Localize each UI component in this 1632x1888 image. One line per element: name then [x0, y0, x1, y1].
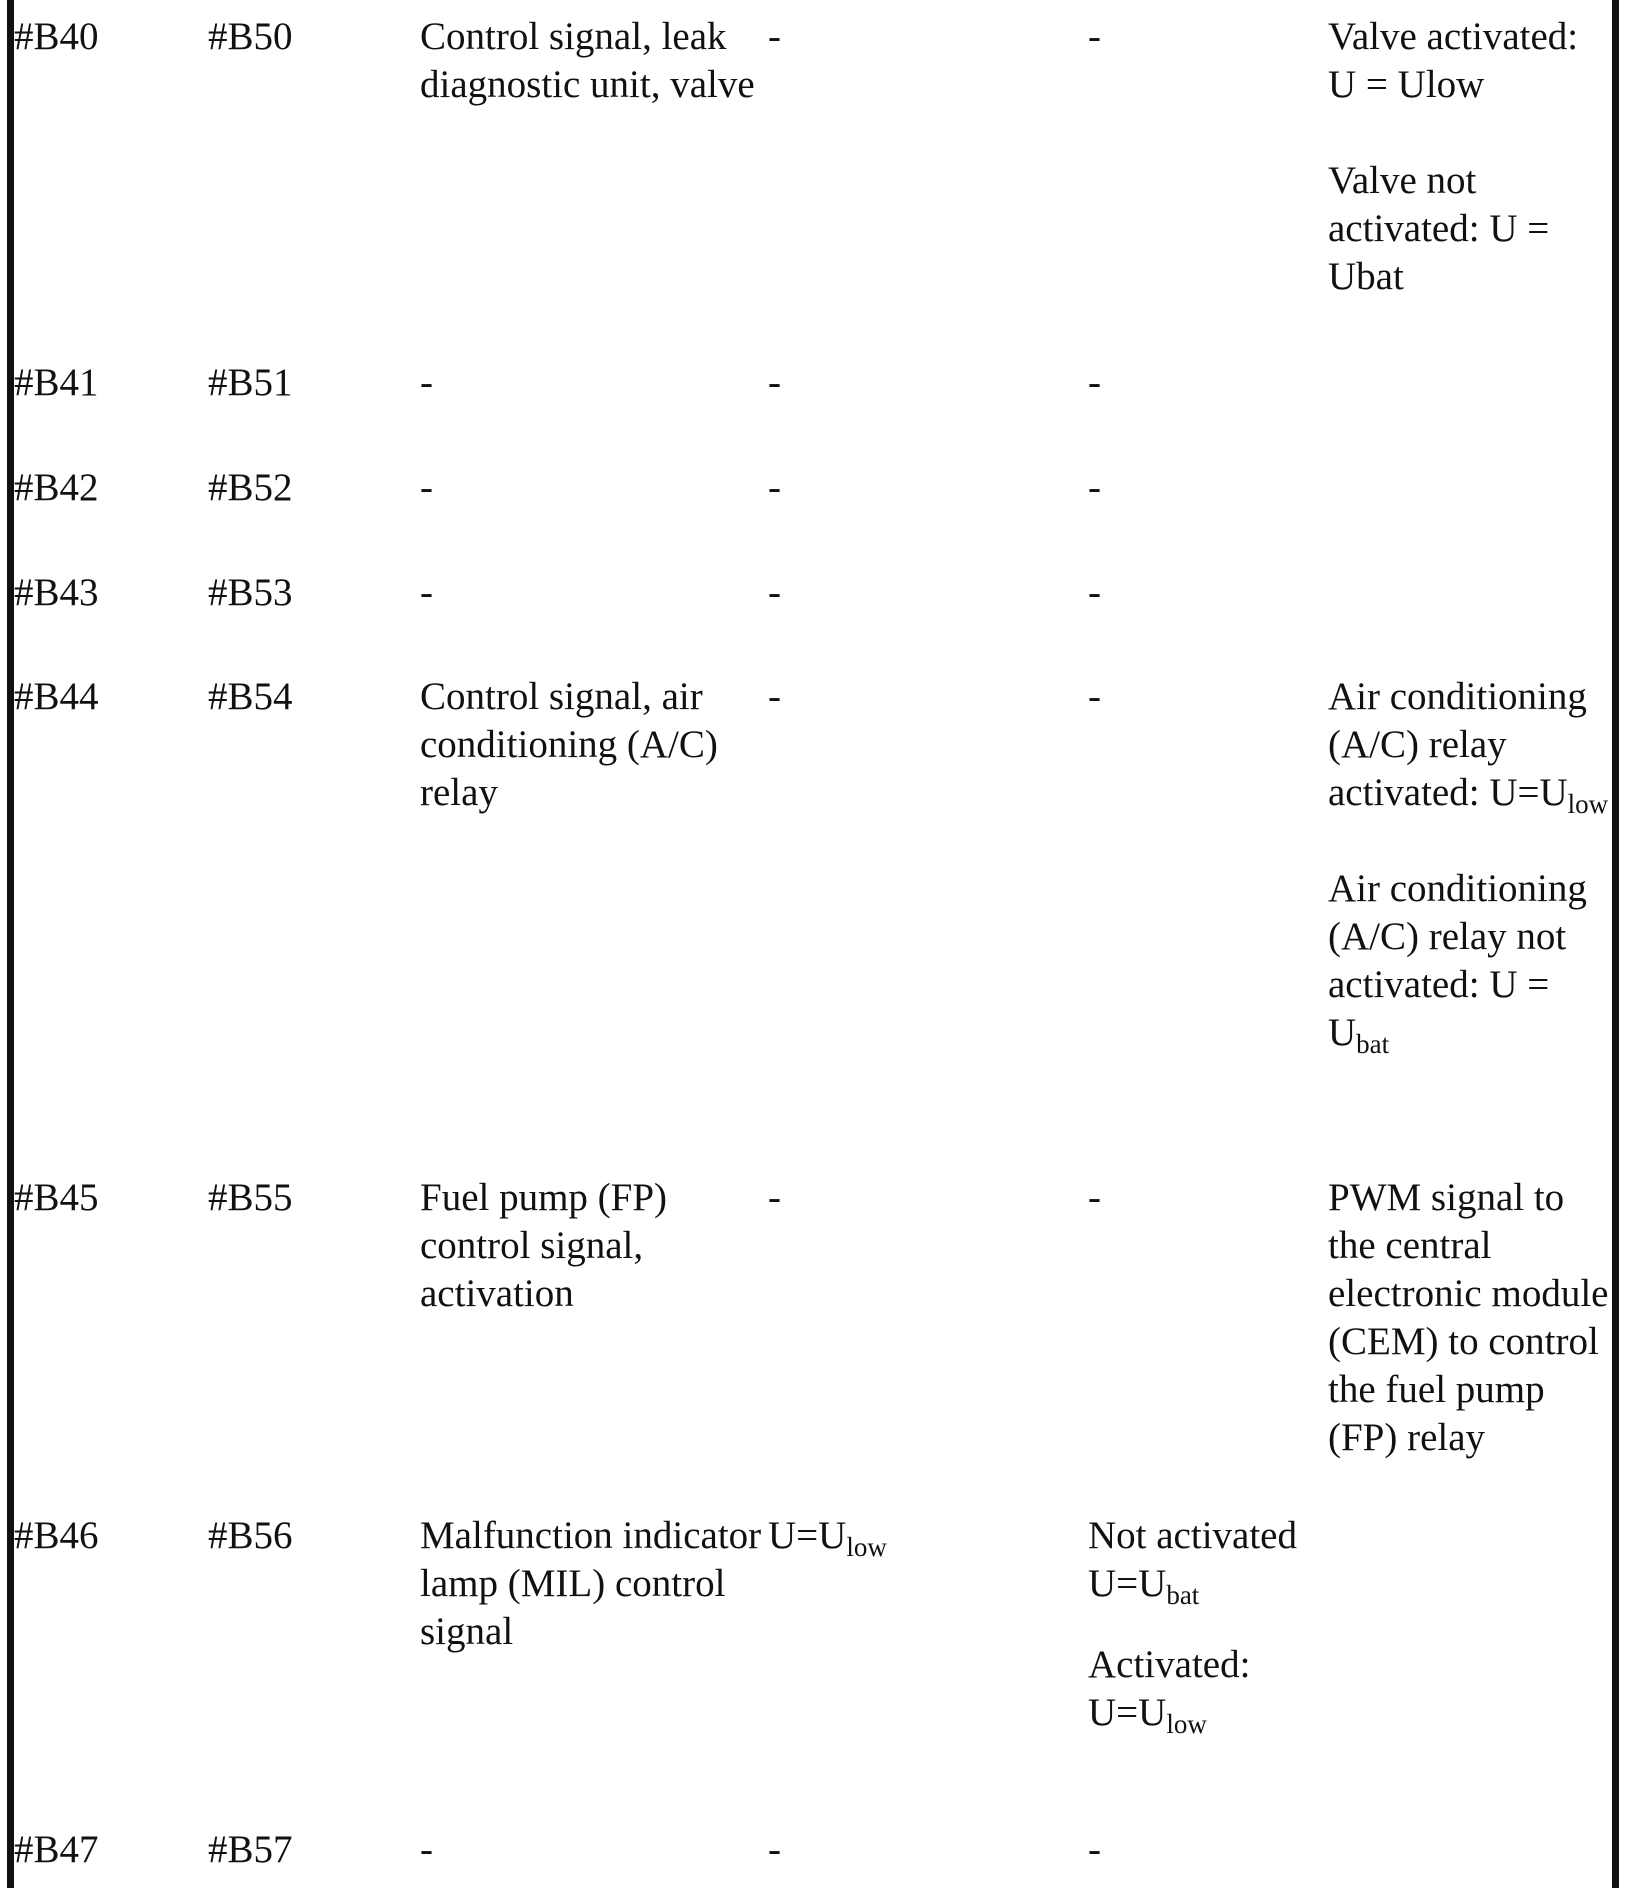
pin-number-cell: #B44	[14, 675, 99, 718]
value-text: U=U	[768, 1514, 847, 1557]
value-cell: -	[768, 675, 781, 718]
value-cell: -	[768, 466, 781, 509]
value-text: U=U	[1088, 1691, 1167, 1734]
value-cell: -	[1088, 675, 1101, 718]
description-cell: Control signal, leak diagnostic unit, valve	[420, 15, 755, 106]
description-cell: Control signal, air conditioning (A/C) relay	[420, 675, 718, 814]
subscript: bat	[1166, 1580, 1200, 1610]
pin-number-cell: #B41	[14, 361, 99, 404]
value-cell: -	[768, 571, 781, 614]
pin-number-alt-cell: #B51	[208, 361, 293, 404]
remarks-cell	[1328, 13, 1613, 301]
pin-number-alt-cell: #B54	[208, 675, 293, 718]
pin-number-cell: #B40	[14, 15, 99, 58]
remarks-paragraph: Valve activated: U = Ulow	[1328, 15, 1579, 106]
value-cell: -	[1088, 1828, 1101, 1871]
value-cell: -	[1088, 1176, 1101, 1219]
remarks-paragraph	[1328, 673, 1613, 817]
value-cell: -	[768, 1176, 781, 1219]
subscript: low	[846, 1532, 887, 1562]
value-text: U=U	[1088, 1562, 1167, 1605]
value-text: Activated:	[1088, 1643, 1251, 1686]
value-text: Not activated	[1088, 1514, 1297, 1557]
subscript: low	[1166, 1709, 1207, 1739]
remarks-text: Air conditioning (A/C) relay activated: U=U	[1328, 675, 1587, 814]
description-cell: -	[420, 466, 433, 509]
description-cell: Malfunction indicator lamp (MIL) control signal	[420, 1514, 762, 1653]
pin-number-alt-cell: #B57	[208, 1828, 293, 1871]
pin-number-cell: #B47	[14, 1828, 99, 1871]
description-cell: -	[420, 1828, 433, 1871]
description-cell: -	[420, 571, 433, 614]
description-cell: -	[420, 361, 433, 404]
pin-number-alt-cell: #B55	[208, 1176, 293, 1219]
remarks-cell: PWM signal to the central electronic module (CEM) to control the fuel pump (FP) relay	[1328, 1176, 1609, 1459]
value-cell: -	[1088, 15, 1101, 58]
value-cell: -	[768, 1828, 781, 1871]
value-cell	[1088, 1512, 1313, 1737]
pin-number-alt-cell: #B52	[208, 466, 293, 509]
value-paragraph	[1088, 1512, 1313, 1608]
value-cell: -	[768, 15, 781, 58]
pin-number-cell: #B46	[14, 1514, 99, 1557]
pin-number-cell: #B45	[14, 1176, 99, 1219]
remarks-paragraph	[1328, 865, 1613, 1057]
table-left-border	[7, 0, 14, 1888]
remarks-cell	[1328, 673, 1613, 1057]
value-cell: -	[1088, 466, 1101, 509]
value-paragraph	[1088, 1641, 1313, 1737]
value-cell: -	[1088, 361, 1101, 404]
value-cell	[768, 1512, 1078, 1560]
pin-number-cell: #B43	[14, 571, 99, 614]
value-cell: -	[1088, 571, 1101, 614]
remarks-text: Air conditioning (A/C) relay not activated: U = U	[1328, 867, 1587, 1054]
subscript: low	[1567, 789, 1609, 819]
pin-number-cell: #B42	[14, 466, 99, 509]
pin-number-alt-cell: #B53	[208, 571, 293, 614]
subscript: bat	[1356, 1029, 1390, 1059]
remarks-paragraph: Valve not activated: U = Ubat	[1328, 159, 1550, 298]
pin-number-alt-cell: #B56	[208, 1514, 293, 1557]
table-right-border	[1612, 0, 1619, 1888]
pin-number-alt-cell: #B50	[208, 15, 293, 58]
description-cell: Fuel pump (FP) control signal, activation	[420, 1176, 668, 1315]
value-cell: -	[768, 361, 781, 404]
